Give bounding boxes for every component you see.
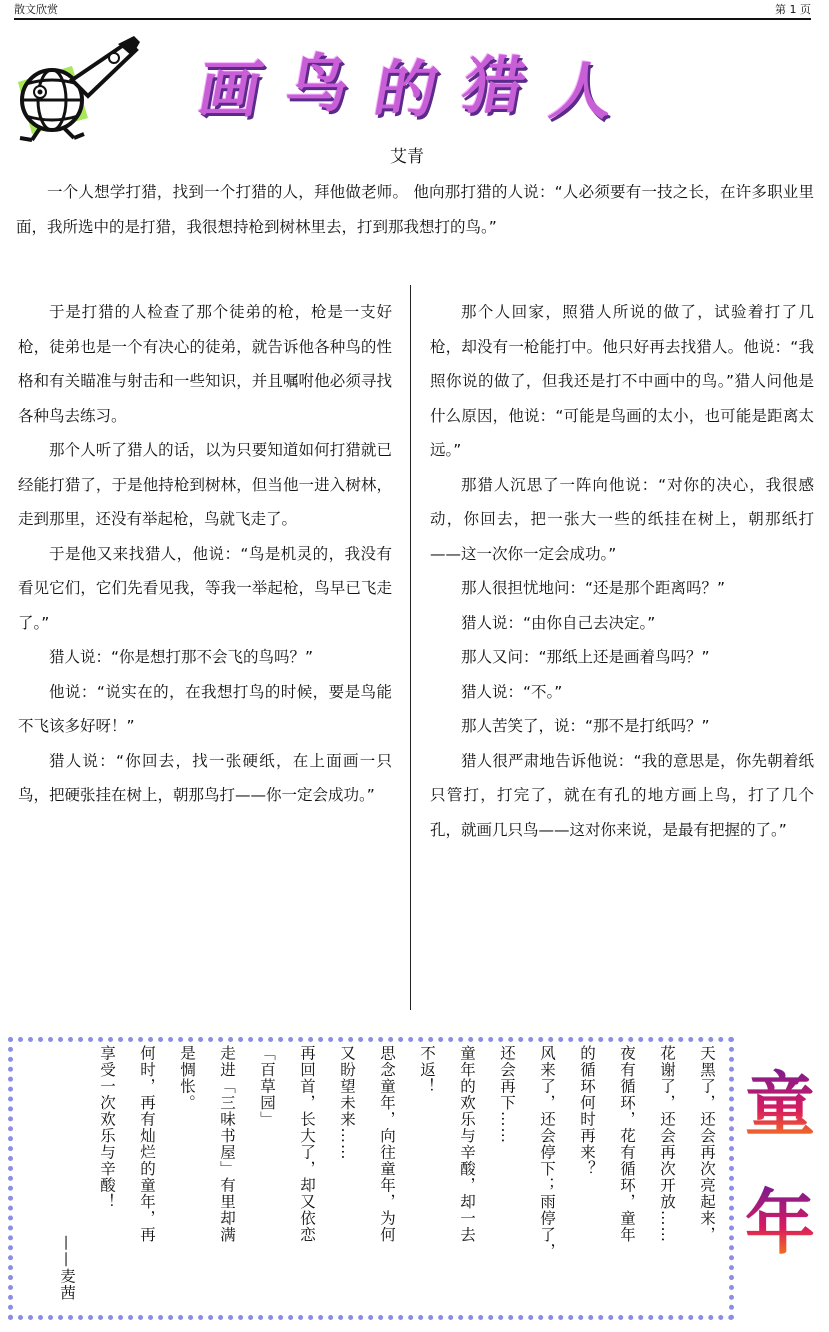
intro-paragraph-block (16, 175, 814, 244)
paragraph: 那个人听了猎人的话，以为只要知道如何打猎就已经能打猎了，于是他持枪到树林，但当他一进入树林，走到那里，还没有举起枪，鸟就飞走了。 (18, 441, 392, 528)
paragraph: 一个人想学打猎，找到一个打猎的人，拜他做老师。 他向那打猎的人说：“人必须要有一技之长，在许多职业里面，我所选中的是打猎，我很想持枪到树林里去，打到那我想打的鸟。” (16, 183, 814, 236)
poem-line: 童年的欢乐与辛酸，却一去 (458, 1045, 476, 1243)
article-title-art (192, 38, 630, 128)
column-divider (410, 285, 411, 1010)
title-char: 猎 (456, 49, 532, 122)
poem-box (8, 1037, 734, 1320)
author-name: 艾青 (390, 147, 424, 167)
decoration-char: 童 (745, 1060, 829, 1150)
poem-line: 花谢了，还会再次开放…… (658, 1045, 676, 1243)
paragraph: 猎人说：“你回去，找一张硬纸，在上面画一只鸟，把硬张挂在树上，朝那鸟打——你一定会成功。” (18, 751, 392, 804)
globe-rocket-icon (10, 34, 145, 142)
poem-line: 思念童年，向往童年，为何 (378, 1045, 396, 1243)
paragraph: 猎人说：“你是想打那不会飞的鸟吗？” (49, 648, 314, 666)
left-column (18, 295, 392, 813)
poem-line: 走进「三味书屋」有里却满 (218, 1045, 236, 1243)
paragraph: 那个人回家，照猎人所说的做了，试验着打了几枪，却没有一枪能打中。他只好再去找猎人。他说：“我照你说的做了，但我还是打不中画中的鸟。”猎人问他是什么原因，他说：“可能是鸟画的太小，也可能是距离太远。” (430, 303, 814, 459)
poem-line: 「百草园」 (258, 1045, 276, 1128)
childhood-decoration (745, 1060, 829, 1300)
title-char: 人 (544, 55, 620, 128)
paragraph: 他说：“说实在的，在我想打鸟的时候，要是鸟能不飞该多好呀！” (18, 682, 392, 735)
poem-line: 何时，再有灿烂的童年，再 (138, 1045, 156, 1243)
paragraph: 那人很担忧地问：“还是那个距离吗？” (461, 579, 726, 597)
poem-line: 的循环何时再来？ (578, 1045, 596, 1177)
poem-line: 夜有循环，花有循环，童年 (618, 1045, 636, 1243)
paragraph: 那人苦笑了，说：“那不是打纸吗？” (461, 717, 710, 735)
right-column (430, 295, 814, 847)
poem-line: 享受一次欢乐与辛酸！ (98, 1045, 116, 1210)
page-header (14, 0, 811, 20)
paragraph: 那人又问：“那纸上还是画着鸟吗？” (461, 648, 710, 666)
poem-line: 还会再下…… (498, 1045, 516, 1144)
header-page-number: 第 1 页 (775, 3, 811, 16)
paragraph: 猎人说：“由你自己去决定。” (461, 613, 656, 632)
poem-line: 天黑了，还会再次亮起来， (698, 1045, 716, 1243)
header-section-label: 散文欣赏 (14, 3, 58, 16)
title-char: 鸟 (280, 47, 356, 120)
title-char: 画 (192, 53, 268, 126)
poem-line: 又盼望未来…… (338, 1045, 356, 1161)
poem-line: 风来了，还会停下；雨停了， (538, 1045, 556, 1260)
paragraph: 那猎人沉思了一阵向他说：“对你的决心，我很感动，你回去，把一张大一些的纸挂在树上，朝那纸打——这一次你一定会成功。” (430, 475, 814, 563)
paragraph: 于是打猎的人检查了那个徒弟的枪，枪是一支好枪，徒弟也是一个有决心的徒弟，就告诉他各种鸟的性格和有关瞄准与射击和一些知识，并且嘱咐他必须寻找各种鸟去练习。 (18, 303, 392, 425)
decoration-char: 年 (745, 1178, 829, 1268)
poem-signature: ——麦茜 (58, 1235, 76, 1301)
paragraph: 猎人说：“不。” (461, 682, 563, 701)
title-char: 的 (368, 53, 444, 126)
poem-line: 不返！ (418, 1045, 436, 1095)
paragraph: 猎人很严肃地告诉他说：“我的意思是，你先朝着纸只管打，打完了，就在有孔的地方画上鸟，打了几个孔，就画几只鸟——这对你来说，是最有把握的了。” (430, 751, 814, 839)
paragraph: 于是他又来找猎人，他说：“鸟是机灵的，我没有看见它们，它们先看见我，等我一举起枪，鸟早已飞走了。” (18, 544, 392, 632)
poem-line: 是惆怅。 (178, 1045, 196, 1111)
poem-line: 再回首，长大了，却又依恋 (298, 1045, 316, 1243)
